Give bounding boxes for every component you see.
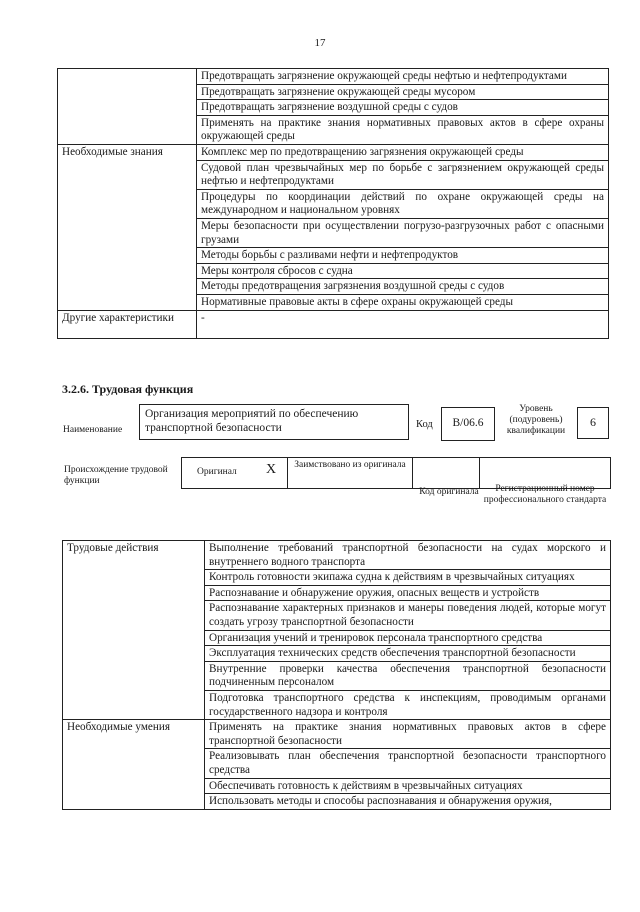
table-cell: Распознавание и обнаружение оружия, опасных веществ и устройств: [205, 585, 611, 601]
code-box: [441, 407, 495, 441]
name-label: Наименование: [63, 425, 123, 435]
row-label-skills: Необходимые умения: [63, 720, 205, 810]
table-cell: Контроль готовности экипажа судна к действиям в чрезвычайных ситуациях: [205, 570, 611, 586]
labor-actions-table: [62, 540, 611, 810]
table-cell: Методы борьбы с разливами нефти и нефтепродуктов: [197, 248, 609, 264]
skills-knowledge-table: [57, 68, 609, 339]
table-cell: Реализовывать план обеспечения транспортной безопасности транспортного средства: [205, 749, 611, 778]
table-cell: Эксплуатация технических средств обеспечения транспортной безопасности: [205, 646, 611, 662]
table-cell: Применять на практике знания нормативных правовых актов в сфере охраны окружающей среды: [197, 115, 609, 144]
code-value: B/06.6: [452, 417, 484, 430]
table-cell: Методы предотвращения загрязнения воздушной среды с судов: [197, 279, 609, 295]
table-cell: Предотвращать загрязнение окружающей среды нефтью и нефтепродуктами: [197, 69, 609, 85]
table-cell: Комплекс мер по предотвращению загрязнения окружающей среды: [197, 144, 609, 160]
row-label: [58, 69, 197, 145]
table-cell: Нормативные правовые акты в сфере охраны окружающей среды: [197, 294, 609, 310]
table-cell: Применять на практике знания нормативных правовых актов в сфере транспортной безопасности: [205, 720, 611, 749]
table-cell: -: [197, 310, 609, 338]
original-label: Оригинал: [197, 467, 237, 477]
table-cell: Распознавание характерных признаков и манеры поведения людей, которые могут создать угрозу транспортной безопасности: [205, 601, 611, 630]
code-label: Код: [416, 419, 433, 430]
original-mark: X: [266, 462, 277, 477]
row-label-actions: Трудовые действия: [63, 541, 205, 720]
original-box: [181, 457, 288, 489]
table-cell: Организация учений и тренировок персонала транспортного средства: [205, 630, 611, 646]
function-name: Организация мероприятий по обеспечению транспортной безопасности: [145, 408, 359, 434]
table-cell: Внутренние проверки качества обеспечения транспортной безопасности подчиненным персоналом: [205, 661, 611, 690]
table-cell: Подготовка транспортного средства к инспекциям, проводимым органами государственного надзора и контроля: [205, 690, 611, 719]
table-cell: Использовать методы и способы распознавания и обнаружения оружия,: [205, 794, 611, 810]
code-original-label: Код оригинала: [419, 487, 479, 497]
table-cell: Процедуры по координации действий по охране окружающей среды на международном и национальном уровнях: [197, 189, 609, 218]
level-box: [577, 407, 609, 439]
page-number: 17: [314, 37, 326, 49]
table-cell: Предотвращать загрязнение окружающей среды мусором: [197, 84, 609, 100]
table-cell: Судовой план чрезвычайных мер по борьбе с загрязнением окружающей среды нефтью и нефтепродуктами: [197, 160, 609, 189]
level-value: 6: [590, 415, 596, 430]
origin-label: Происхождение трудовой функции: [64, 465, 168, 486]
table-cell: Выполнение требований транспортной безопасности на судах морского и внутреннего водного транспорта: [205, 541, 611, 570]
section-title: 3.2.6. Трудовая функция: [62, 382, 194, 396]
reg-number-label: Регистрационный номер профессионального стандарта: [483, 484, 607, 505]
borrowed-label: Заимствовано из оригинала: [294, 460, 406, 470]
code-original-box: [412, 457, 480, 489]
row-label-knowledge: Необходимые знания: [58, 144, 197, 310]
borrowed-box: [287, 457, 413, 489]
row-label-other: Другие характеристики: [58, 310, 197, 338]
table-cell: Обеспечивать готовность к действиям в чрезвычайных ситуациях: [205, 778, 611, 794]
function-name-box: [139, 404, 409, 440]
level-label: Уровень (подуровень) квалификации: [506, 404, 566, 436]
table-cell: Предотвращать загрязнение воздушной среды с судов: [197, 100, 609, 116]
table-cell: Меры безопасности при осуществлении погрузо-разгрузочных работ с опасными грузами: [197, 218, 609, 247]
table-cell: Меры контроля сбросов с судна: [197, 263, 609, 279]
